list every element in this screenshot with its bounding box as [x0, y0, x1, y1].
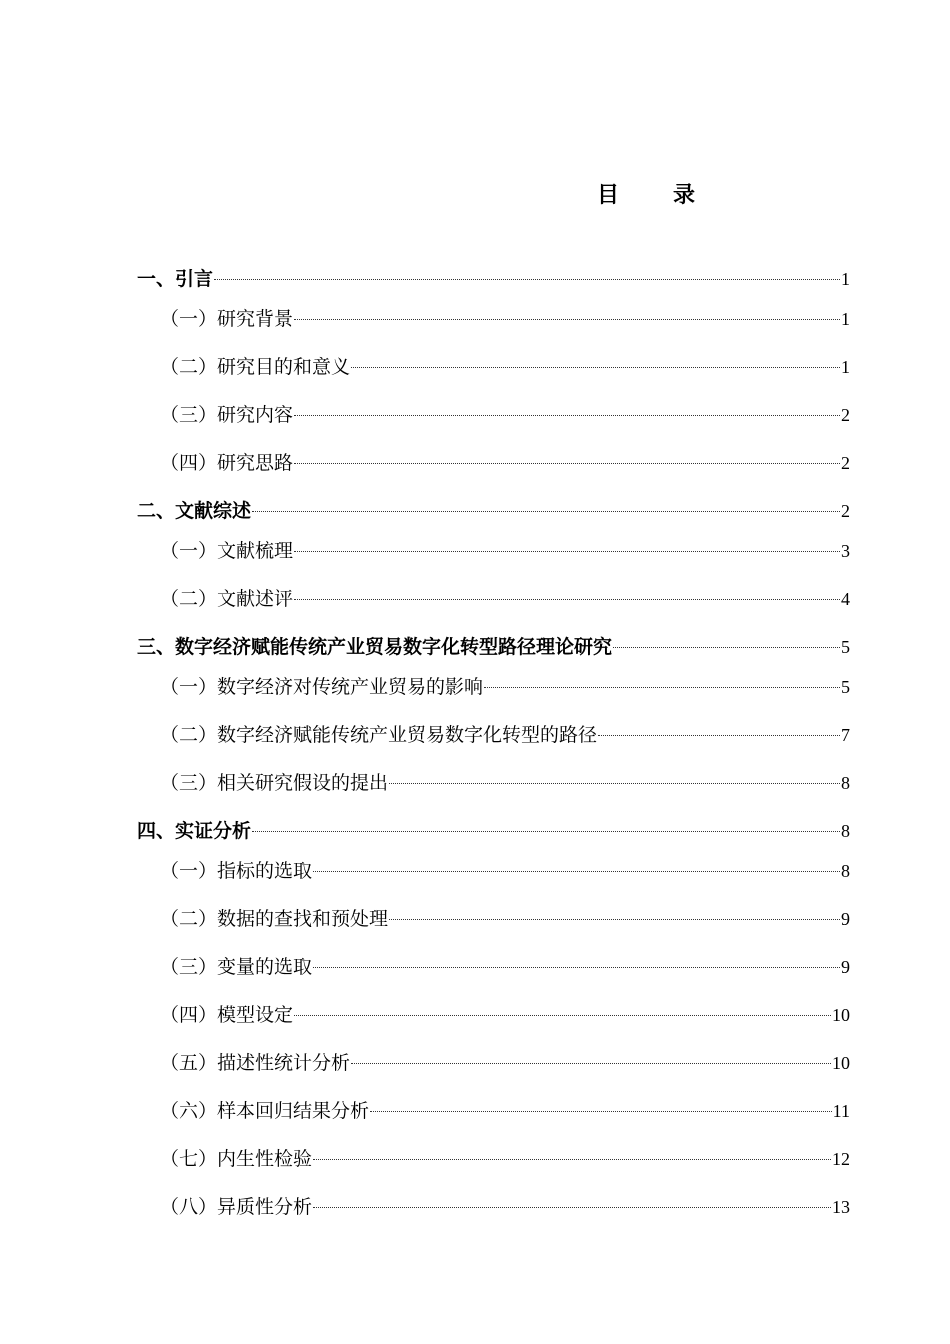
toc-entry-label: 四、实证分析 — [137, 820, 252, 842]
toc-entry-page-number: 1 — [841, 269, 850, 289]
toc-entry-chapter[interactable] — [137, 264, 850, 290]
toc-entry-label: （四）模型设定 — [160, 1004, 294, 1026]
toc-entry-chapter[interactable] — [137, 632, 850, 658]
toc-title-char: 目 — [597, 183, 620, 208]
toc-entry-section[interactable] — [160, 1192, 850, 1218]
toc-entry-section[interactable] — [160, 536, 850, 562]
toc-dot-leader — [313, 1207, 831, 1208]
toc-entry-page-number: 8 — [841, 861, 850, 881]
toc-entry-section[interactable] — [160, 768, 850, 794]
toc-entry-label: （二）数字经济赋能传统产业贸易数字化转型的路径 — [160, 724, 598, 746]
toc-entry-section[interactable] — [160, 448, 850, 474]
toc-entry-page-number: 5 — [841, 637, 850, 657]
toc-entry-page-number: 2 — [841, 405, 850, 425]
toc-entry-page-number: 2 — [841, 453, 850, 473]
toc-entry-page-number: 11 — [832, 1101, 850, 1121]
toc-entry-section[interactable] — [160, 352, 850, 378]
toc-entry-page-number: 12 — [832, 1149, 850, 1169]
toc-entry-label: 一、引言 — [137, 268, 214, 290]
toc-entry-label: （三）变量的选取 — [160, 956, 313, 978]
toc-dot-leader — [484, 687, 840, 688]
toc-dot-leader — [389, 783, 840, 784]
toc-dot-leader — [294, 415, 840, 416]
toc-entry-page-number: 8 — [841, 821, 850, 841]
toc-dot-leader — [214, 279, 840, 280]
toc-entry-section[interactable] — [160, 1144, 850, 1170]
toc-entry-label: 三、数字经济赋能传统产业贸易数字化转型路径理论研究 — [137, 636, 613, 658]
toc-entry-chapter[interactable] — [137, 816, 850, 842]
toc-entry-section[interactable] — [160, 672, 850, 698]
toc-entry-section[interactable] — [160, 952, 850, 978]
toc-entry-page-number: 7 — [841, 725, 850, 745]
toc-entry-label: （一）指标的选取 — [160, 860, 313, 882]
toc-entry-page-number: 1 — [841, 357, 850, 377]
toc-entry-section[interactable] — [160, 584, 850, 610]
toc-entry-label: （二）研究目的和意义 — [160, 356, 351, 378]
toc-entry-label: （一）文献梳理 — [160, 540, 294, 562]
toc-entry-chapter[interactable] — [137, 496, 850, 522]
toc-entry-label: （一）研究背景 — [160, 308, 294, 330]
toc-entry-label: （一）数字经济对传统产业贸易的影响 — [160, 676, 484, 698]
toc-entry-section[interactable] — [160, 904, 850, 930]
toc-dot-leader — [252, 831, 840, 832]
toc-entry-page-number: 4 — [841, 589, 850, 609]
toc-dot-leader — [351, 1063, 831, 1064]
toc-dot-leader — [370, 1111, 832, 1112]
toc-entry-section[interactable] — [160, 1096, 850, 1122]
toc-dot-leader — [313, 1159, 831, 1160]
toc-entry-page-number: 9 — [841, 957, 850, 977]
toc-entry-page-number: 10 — [832, 1005, 850, 1025]
toc-entry-section[interactable] — [160, 304, 850, 330]
toc-entry-label: （八）异质性分析 — [160, 1196, 313, 1218]
toc-entry-page-number: 5 — [841, 677, 850, 697]
toc-entry-section[interactable] — [160, 1000, 850, 1026]
toc-entry-page-number: 13 — [832, 1197, 850, 1217]
toc-entry-label: （四）研究思路 — [160, 452, 294, 474]
toc-entry-section[interactable] — [160, 1048, 850, 1074]
toc-entry-page-number: 3 — [841, 541, 850, 561]
toc-entry-section[interactable] — [160, 856, 850, 882]
toc-entry-page-number: 2 — [841, 501, 850, 521]
toc-entry-label: （三）相关研究假设的提出 — [160, 772, 389, 794]
toc-entry-section[interactable] — [160, 400, 850, 426]
toc-dot-leader — [252, 511, 840, 512]
toc-title — [597, 178, 695, 209]
toc-dot-leader — [389, 919, 840, 920]
toc-entry-label: 二、文献综述 — [137, 500, 252, 522]
toc-entry-label: （五）描述性统计分析 — [160, 1052, 351, 1074]
toc-entry-page-number: 1 — [841, 309, 850, 329]
toc-dot-leader — [598, 735, 840, 736]
toc-entry-label: （六）样本回归结果分析 — [160, 1100, 370, 1122]
toc-entry-label: （二）文献述评 — [160, 588, 294, 610]
toc-entry-page-number: 10 — [832, 1053, 850, 1073]
toc-dot-leader — [313, 967, 840, 968]
toc-entry-section[interactable] — [160, 720, 850, 746]
toc-dot-leader — [294, 551, 840, 552]
toc-dot-leader — [294, 319, 840, 320]
toc-entry-label: （二）数据的查找和预处理 — [160, 908, 389, 930]
toc-dot-leader — [294, 1015, 831, 1016]
toc-entry-label: （三）研究内容 — [160, 404, 294, 426]
toc-dot-leader — [351, 367, 840, 368]
toc-entry-page-number: 9 — [841, 909, 850, 929]
toc-dot-leader — [294, 463, 840, 464]
toc-dot-leader — [294, 599, 840, 600]
toc-entry-page-number: 8 — [841, 773, 850, 793]
toc-dot-leader — [613, 647, 840, 648]
toc-title-char: 录 — [673, 183, 696, 208]
toc-entry-label: （七）内生性检验 — [160, 1148, 313, 1170]
toc-dot-leader — [313, 871, 840, 872]
